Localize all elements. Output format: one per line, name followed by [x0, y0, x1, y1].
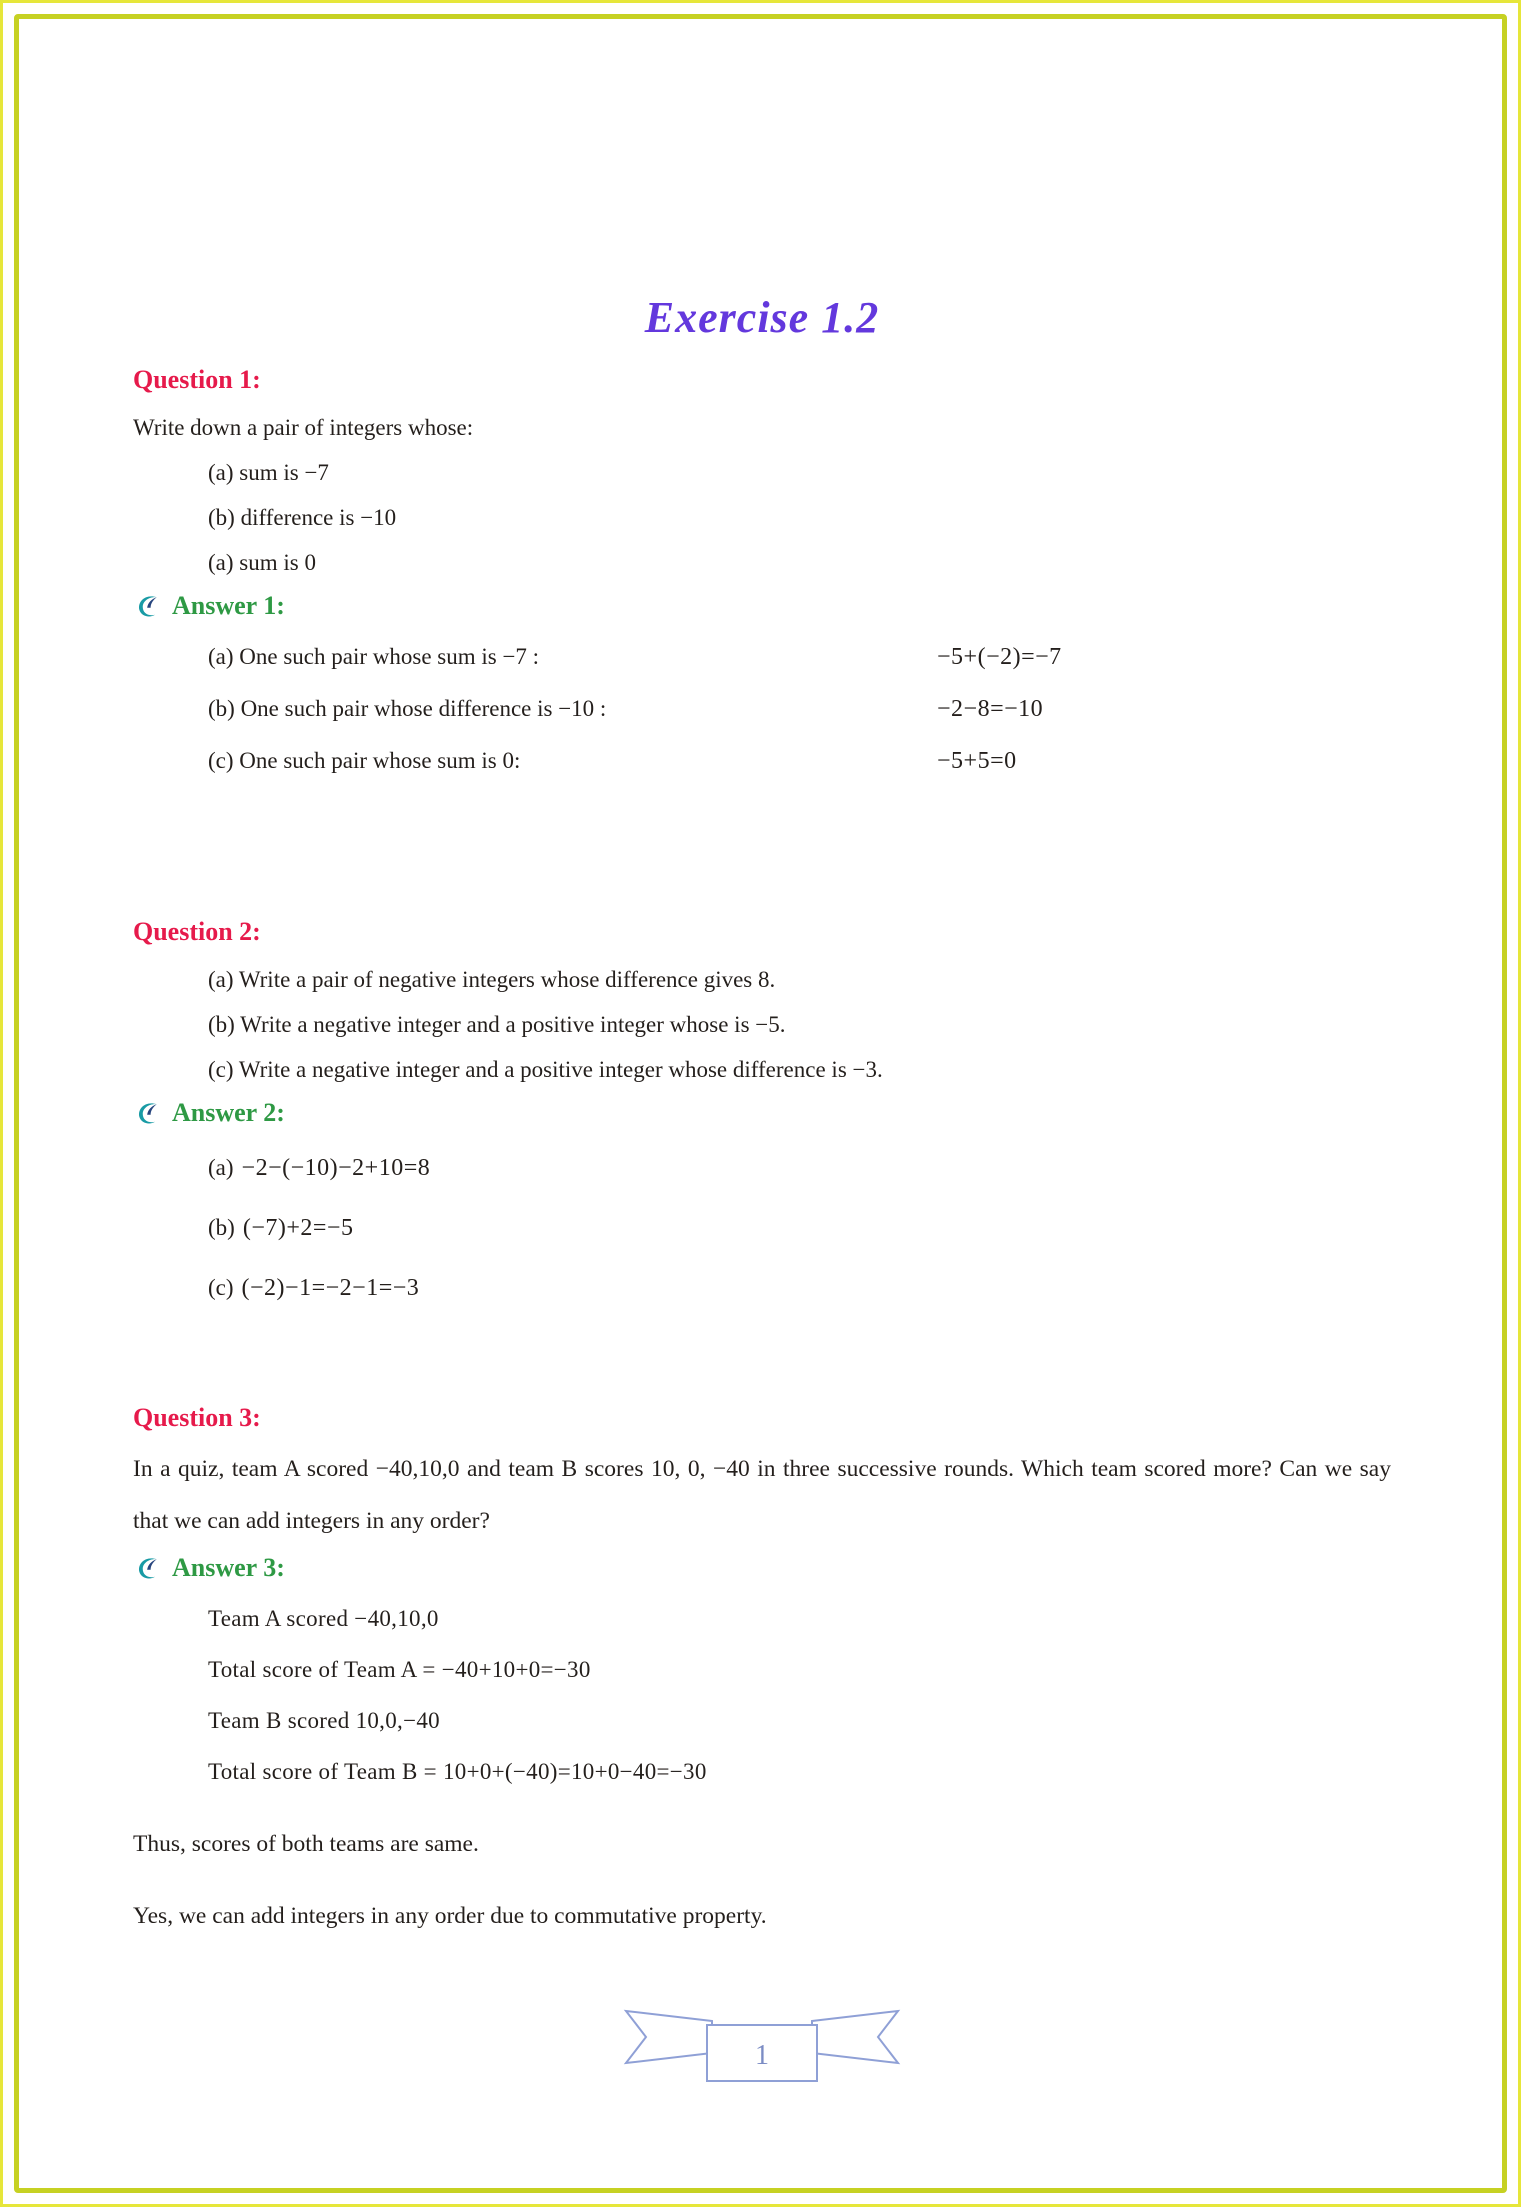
- question-2-heading: Question 2:: [133, 917, 261, 946]
- answer-2-line-math: (−7)+2=−5: [242, 1215, 354, 1241]
- answer-1-row-text: (a) One such pair whose sum is −7 :: [208, 644, 540, 669]
- answer-2-line: [208, 1258, 1391, 1318]
- answer-2-heading-label: Answer 2:: [172, 1098, 285, 1127]
- page-number: 1: [755, 2040, 769, 2071]
- answer-3-heading: [133, 1553, 1391, 1583]
- answer-1-heading-label: Answer 1:: [172, 591, 285, 620]
- conclusion-line: Yes, we can add integers in any order due to commutative property.: [133, 1903, 767, 1929]
- question-2-item: (b) Write a negative integer and a positive integer whose is −5.: [208, 1012, 786, 1037]
- answer-3-heading-label: Answer 3:: [172, 1553, 285, 1582]
- question-2-item: (a) Write a pair of negative integers whose difference gives 8.: [208, 967, 776, 992]
- answer-2-line-math: (−2)−1=−2−1=−3: [241, 1275, 420, 1301]
- answer-1-row-math: −5+5=0: [937, 748, 1017, 774]
- answer-1-row-math: −2−8=−10: [937, 696, 1044, 722]
- brand-logo-icon: [133, 592, 163, 620]
- answer-3-line: Team B scored 10,0,−40: [208, 1708, 440, 1733]
- answer-3-line: Total score of Team B = 10+0+(−40)=10+0−40=−30: [208, 1759, 707, 1784]
- answer-1-row-text: (b) One such pair whose difference is −10 :: [208, 696, 607, 721]
- answer-1-row: [208, 683, 1391, 735]
- question-2-item: (c) Write a negative integer and a positive integer whose difference is −3.: [208, 1057, 883, 1082]
- answer-3-line: Team A scored −40,10,0: [208, 1606, 439, 1631]
- page-title: Exercise 1.2: [644, 293, 880, 342]
- answer-2-line-math: −2−(−10)−2+10=8: [241, 1155, 431, 1181]
- answer-1-heading: [133, 591, 1391, 621]
- answer-3-line: Total score of Team A = −40+10+0=−30: [208, 1657, 591, 1682]
- answer-1-row: [208, 735, 1391, 787]
- conclusion-line: Thus, scores of both teams are same.: [133, 1831, 479, 1857]
- question-1-item: (a) sum is 0: [208, 550, 316, 575]
- question-3-heading: Question 3:: [133, 1403, 261, 1432]
- question-1-item: (a) sum is −7: [208, 460, 329, 485]
- brand-logo-icon: [133, 1099, 163, 1127]
- question-1-intro: Write down a pair of integers whose:: [133, 415, 474, 440]
- ribbon-left-flag: [626, 2011, 712, 2063]
- answer-1-row-text: (c) One such pair whose sum is 0:: [208, 748, 521, 773]
- answer-1-row-math: −5+(−2)=−7: [937, 644, 1062, 670]
- question-1-heading: Question 1:: [133, 365, 261, 394]
- ribbon-right-flag: [812, 2011, 898, 2063]
- question-1-section: [133, 365, 1391, 787]
- question-2-section: [133, 917, 1391, 1318]
- answer-2-heading: [133, 1098, 1391, 1128]
- brand-logo-icon: [133, 1554, 163, 1582]
- answer-2-line: [208, 1198, 1391, 1258]
- page-content: [133, 0, 1391, 2107]
- answer-2-line-label: (a): [208, 1155, 234, 1180]
- page-number-ribbon: [612, 2007, 912, 2107]
- question-3-text: In a quiz, team A scored −40,10,0 and team B scores 10, 0, −40 in three successive rounds. Which team scored more? Can we say that we can add integers in any order?: [133, 1456, 1391, 1534]
- question-3-section: [133, 1403, 1391, 1941]
- answer-2-line-label: (c): [208, 1275, 234, 1300]
- answer-2-line: [208, 1138, 1391, 1198]
- question-1-item: (b) difference is −10: [208, 505, 397, 530]
- answer-2-line-label: (b): [208, 1215, 235, 1240]
- answer-1-row: [208, 631, 1391, 683]
